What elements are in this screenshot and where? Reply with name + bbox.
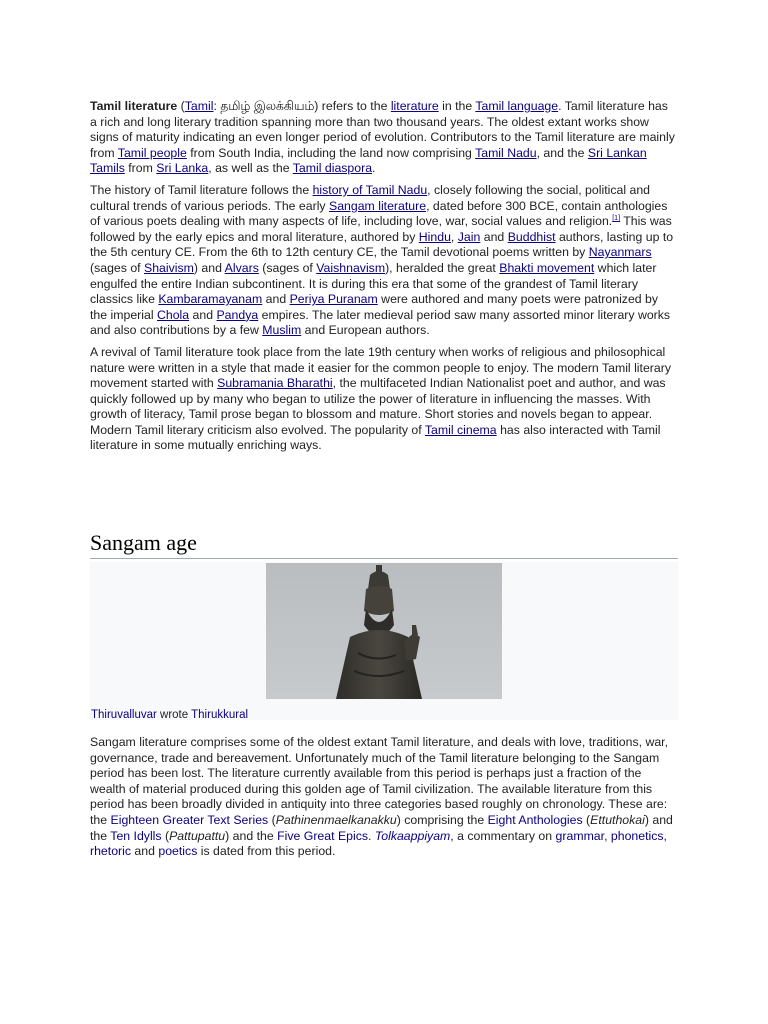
caption-link-thirukkural[interactable]: Thirukkural [191,709,249,721]
link-vaishnavism[interactable]: Vaishnavism [316,260,386,275]
italic-ettuthokai: Ettuthokai [590,812,645,827]
link-tolkaappiyam[interactable]: Tolkaappiyam [374,828,451,843]
text: is dated from this period. [197,844,336,859]
text: This was followed by the early epics and moral literature, authored by [90,214,672,244]
text: wrote [156,709,192,721]
link-tamil-cinema[interactable]: Tamil cinema [424,422,497,437]
link-tamil-people[interactable]: Tamil people [117,145,187,160]
text: (sages of [90,260,144,275]
sangam-section-body [90,735,678,860]
link-five-great-epics[interactable]: Five Great Epics [277,828,369,843]
text: : தமிழ் இலக்கியம்) refers to the [213,99,391,113]
link-periya-puranam[interactable]: Periya Puranam [289,292,378,307]
text: and European authors. [301,323,430,338]
text: , [663,828,667,843]
link-tamil[interactable]: Tamil [184,99,214,113]
text: from [124,161,157,176]
thiruvalluvar-statue-image[interactable] [266,563,502,699]
text: . [372,161,376,176]
link-alvars[interactable]: Alvars [224,260,259,275]
text: , [604,828,611,843]
link-sri-lankan-tamils[interactable]: Sri Lankan Tamils [90,145,647,176]
link-hindu[interactable]: Hindu [418,229,451,244]
text: , a commentary on [450,828,556,843]
text: ) and the [90,812,673,843]
text: empires. The later medieval period saw many assorted minor literary works and also contributions by a few [90,307,671,338]
link-rhetoric[interactable]: rhetoric [90,844,132,859]
article-intro [90,99,678,454]
text: ), heralded the great [385,260,500,275]
text: ) and the [225,828,278,843]
link-tamil-diaspora[interactable]: Tamil diaspora [292,161,373,176]
text: The history of Tamil literature follows the [90,182,313,197]
figure-caption [91,708,248,722]
text: ( [582,812,591,827]
text: ( [177,99,185,113]
text: , closely following the social, political and cultural trends of various periods. The early [90,182,650,213]
text: , and the [536,145,588,160]
link-pandya[interactable]: Pandya [216,307,259,322]
text: ( [268,812,276,827]
text: and [480,229,508,244]
link-shaivism[interactable]: Shaivism [144,260,194,275]
text: and [262,292,290,307]
text: in the [438,99,476,113]
link-muslim[interactable]: Muslim [262,323,302,338]
text: and [131,844,159,859]
text: which later engulfed the entire Indian subcontinent. It is during this era that some of the grandest of Tamil literary classics like [90,260,657,307]
link-phonetics[interactable]: phonetics [610,828,664,843]
link-chola[interactable]: Chola [156,307,190,322]
text: authors, lasting up to the 5th century CE. From the 6th to 12th century CE, the Tamil devotional poems written by [90,229,674,260]
text: , [450,229,458,244]
text: ( [161,828,170,843]
link-subramania-bharathi[interactable]: Subramania Bharathi [217,376,333,391]
link-sri-lanka[interactable]: Sri Lanka [156,161,209,176]
link-eight-anthologies[interactable]: Eight Anthologies [487,812,583,827]
text: , as well as the [208,161,293,176]
intro-paragraph-3 [90,345,678,454]
text: has also interacted with Tamil literature in some mutually enriching ways. [90,422,661,453]
link-literature[interactable]: literature [390,99,439,113]
link-tamil-nadu[interactable]: Tamil Nadu [475,145,537,160]
article-title-bold: Tamil literature [90,99,178,113]
text: , the multifaceted Indian Nationalist poet and author, and was quickly followed up by many who began to utilize the power of literature in influencing the masses. With growth of literacy, Tamil prose began to blossom and mature. Short stories and novels began to appear. Modern Tamil literary criticism also evolved. The popularity of [90,376,666,437]
text: . Tamil literature has a rich and long literary tradition spanning more than two thousand years. The oldest extant works show signs of maturity indicating an even longer period of evolution. Contributors to the Tamil literature are mainly from [90,99,675,160]
text: from South India, including the land now comprising [186,145,476,160]
text: Sangam literature comprises some of the oldest extant Tamil literature, and deals with love, traditions, war, governance, trade and bereavement. Unfortunately much of the Tamil literature belonging to the Sangam period has been lost. The literature currently available from this period is perhaps just a fraction of the wealth of material produced during this golden age of Tamil civilization. The available literature from this period has been broadly divided in antiquity into three categories based roughly on chronology. These are: the [90,735,669,827]
caption-link-thiruvalluvar[interactable]: Thiruvalluvar [91,709,157,721]
link-poetics[interactable]: poetics [158,844,198,859]
link-jain[interactable]: Jain [457,229,481,244]
thumbnail-figure [90,562,678,720]
intro-paragraph-2 [90,183,678,339]
italic-pattupattu: Pattupattu [169,828,226,843]
link-tamil-language[interactable]: Tamil language [475,99,559,113]
text: (sages of [258,260,317,275]
link-grammar[interactable]: grammar [555,828,605,843]
link-bhakti-movement[interactable]: Bhakti movement [499,260,595,275]
reference-1[interactable]: [1] [612,215,621,223]
text: , dated before 300 BCE, contain anthologies of various poets dealing with many aspects of life, including love, war, social values and religion. [90,198,668,229]
link-sangam-literature[interactable]: Sangam literature [329,198,427,213]
link-nayanmars[interactable]: Nayanmars [588,245,652,260]
text: ) comprising the [396,812,488,827]
link-eighteen-greater-text-series[interactable]: Eighteen Greater Text Series [110,812,269,827]
italic-pathinenmaelkanakku: Pathinenmaelkanakku [275,812,397,827]
text: were authored and many poets were patronized by the imperial [90,292,659,322]
link-history-of-tamil-nadu[interactable]: history of Tamil Nadu [312,182,428,197]
section-heading-sangam-age: Sangam age [90,530,678,559]
text: and [189,307,217,322]
text: ) and [193,260,225,275]
link-ten-idylls[interactable]: Ten Idylls [110,828,162,843]
link-kambaramayanam[interactable]: Kambaramayanam [158,292,263,307]
text: A revival of Tamil literature took place from the late 19th century when works of religious and philosophical nature were written in a style that made it easier for the common people to enjoy. The modern Tamil literary movement started with [90,344,671,391]
intro-paragraph-1 [90,99,678,177]
link-buddhist[interactable]: Buddhist [507,229,556,244]
sangam-paragraph [90,735,678,860]
text: . [368,828,375,843]
